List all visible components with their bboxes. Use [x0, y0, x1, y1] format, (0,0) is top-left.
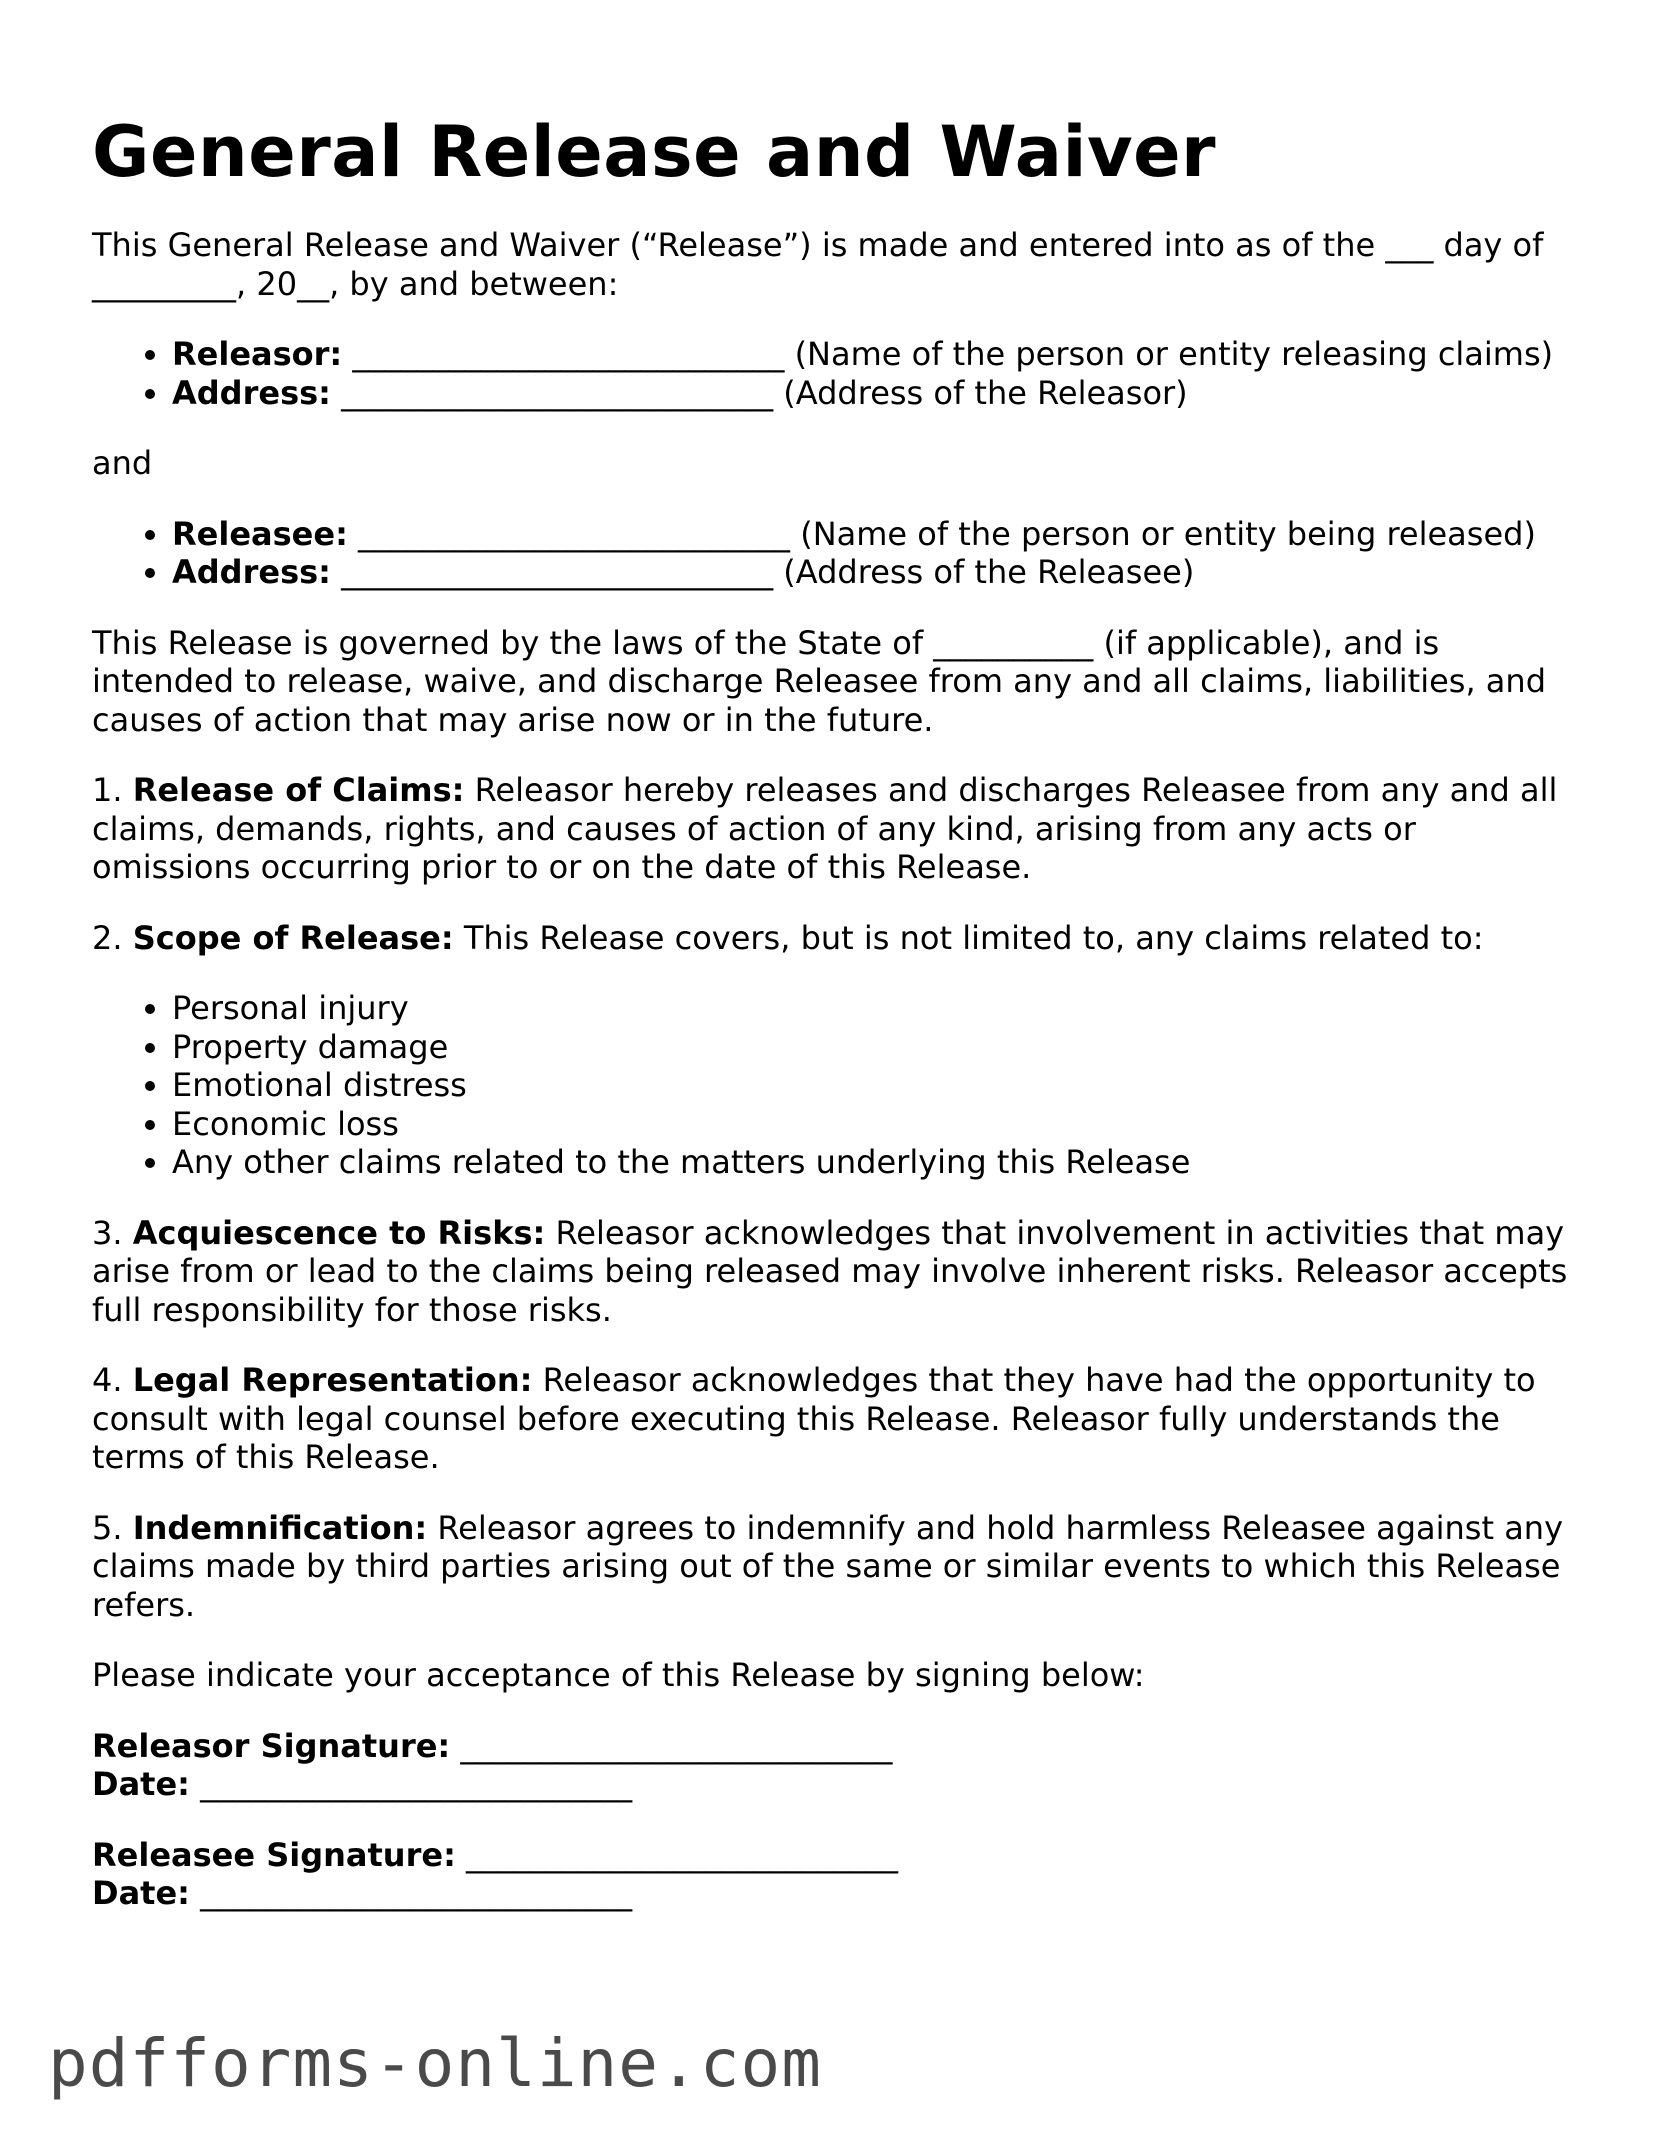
section-number: 5.	[92, 1508, 133, 1547]
releasor-address-item	[172, 374, 1572, 413]
acceptance-paragraph: Please indicate your acceptance of this Release by signing below:	[92, 1656, 1145, 1694]
releasee-address-text: ___________________________ (Address of the Releasee)	[330, 553, 1195, 591]
releasee-date-line: ___________________________	[189, 1874, 633, 1912]
section-body: Releasor hereby releases and discharges Releasee from any and all claims, demands, rights, and causes of action of any kind, arising from any acts or omissions occurring prior to or on the date of this Release.	[92, 771, 1558, 886]
releasor-address-label: Address:	[172, 373, 331, 412]
releasee-address-label: Address:	[172, 553, 331, 591]
governing-law-paragraph: This Release is governed by the laws of the State of __________ (if applicable), and is intended to release, waive, and discharge Releasee from any and all claims, liabilities, and causes of action that may arise now or in the future.	[92, 623, 1546, 739]
section-body: Releasor acknowledges that they have had the opportunity to consult with legal counsel before executing this Release. Releasor fully understands the terms of this Release.	[92, 1361, 1536, 1476]
document-page	[92, 110, 1572, 1913]
scope-item: • Emotional distress	[172, 1066, 1572, 1105]
section-scope-of-release	[92, 919, 1572, 958]
releasor-signature-label: Releasor Signature:	[92, 1726, 451, 1765]
section-heading: Release of Claims:	[132, 771, 465, 809]
intro-paragraph: This General Release and Waiver (“Release”) is made and entered into as of the ___ day of _________, 20__, by and between:	[92, 226, 1544, 303]
releasee-address-item	[172, 553, 1572, 592]
section-indemnification	[92, 1509, 1572, 1625]
section-number: 2.	[92, 918, 133, 957]
releasor-date-line: ___________________________	[189, 1765, 633, 1803]
releasee-signature-row	[92, 1836, 1572, 1875]
section-heading: Indemnification:	[132, 1508, 428, 1547]
releasor-signature-line: ___________________________	[450, 1726, 893, 1765]
scope-list	[92, 989, 1572, 1182]
section-body: Releasor acknowledges that involvement in activities that may arise from or lead to the claims being released may involve inherent risks. Releasor accepts full responsibility for those risks.	[92, 1213, 1568, 1329]
releasee-signature-label: Releasee Signature:	[92, 1835, 456, 1874]
scope-item: • Personal injury	[172, 989, 1572, 1028]
section-heading: Legal Representation:	[132, 1361, 533, 1399]
document-title: General Release and Waiver	[92, 111, 1217, 193]
section-acquiescence-to-risks	[92, 1214, 1572, 1330]
releasee-name-item	[172, 515, 1572, 554]
scope-item: • Property damage	[172, 1028, 1572, 1067]
releasor-address-text: ___________________________ (Address of the Releasor)	[330, 373, 1188, 412]
section-heading: Acquiescence to Risks:	[132, 1213, 546, 1252]
releasor-party-list	[92, 335, 1572, 412]
section-number: 3.	[92, 1213, 133, 1252]
releasee-party-list	[92, 515, 1572, 592]
scope-item: • Economic loss	[172, 1105, 1572, 1144]
releasee-signature-block	[92, 1836, 1572, 1913]
releasor-signature-row	[92, 1727, 1572, 1766]
section-release-of-claims	[92, 771, 1572, 887]
releasee-name-label: Releasee:	[172, 514, 348, 553]
section-legal-representation	[92, 1361, 1572, 1477]
releasor-date-label: Date:	[92, 1765, 190, 1803]
releasee-date-row	[92, 1874, 1572, 1913]
section-body: This Release covers, but is not limited to, any claims related to:	[453, 918, 1484, 957]
releasee-signature-line: ___________________________	[455, 1835, 899, 1874]
releasor-signature-block	[92, 1727, 1572, 1804]
releasor-name-label: Releasor:	[172, 335, 343, 373]
releasee-date-label: Date:	[92, 1874, 190, 1912]
releasor-date-row	[92, 1765, 1572, 1804]
section-heading: Scope of Release:	[132, 918, 454, 957]
watermark: pdfforms-online.com	[48, 2025, 822, 2102]
section-number: 4.	[92, 1361, 133, 1399]
releasee-name-text: ___________________________ (Name of the person or entity being released)	[347, 514, 1536, 553]
section-body: Releasor agrees to indemnify and hold harmless Releasee against any claims made by third parties arising out of the same or similar events to which this Release refers.	[92, 1508, 1564, 1624]
section-number: 1.	[92, 771, 133, 809]
releasor-name-text: ___________________________ (Name of the person or entity releasing claims)	[342, 335, 1554, 373]
and-text: and	[92, 444, 153, 482]
releasor-name-item	[172, 335, 1572, 374]
scope-item: • Any other claims related to the matters underlying this Release	[172, 1143, 1572, 1182]
